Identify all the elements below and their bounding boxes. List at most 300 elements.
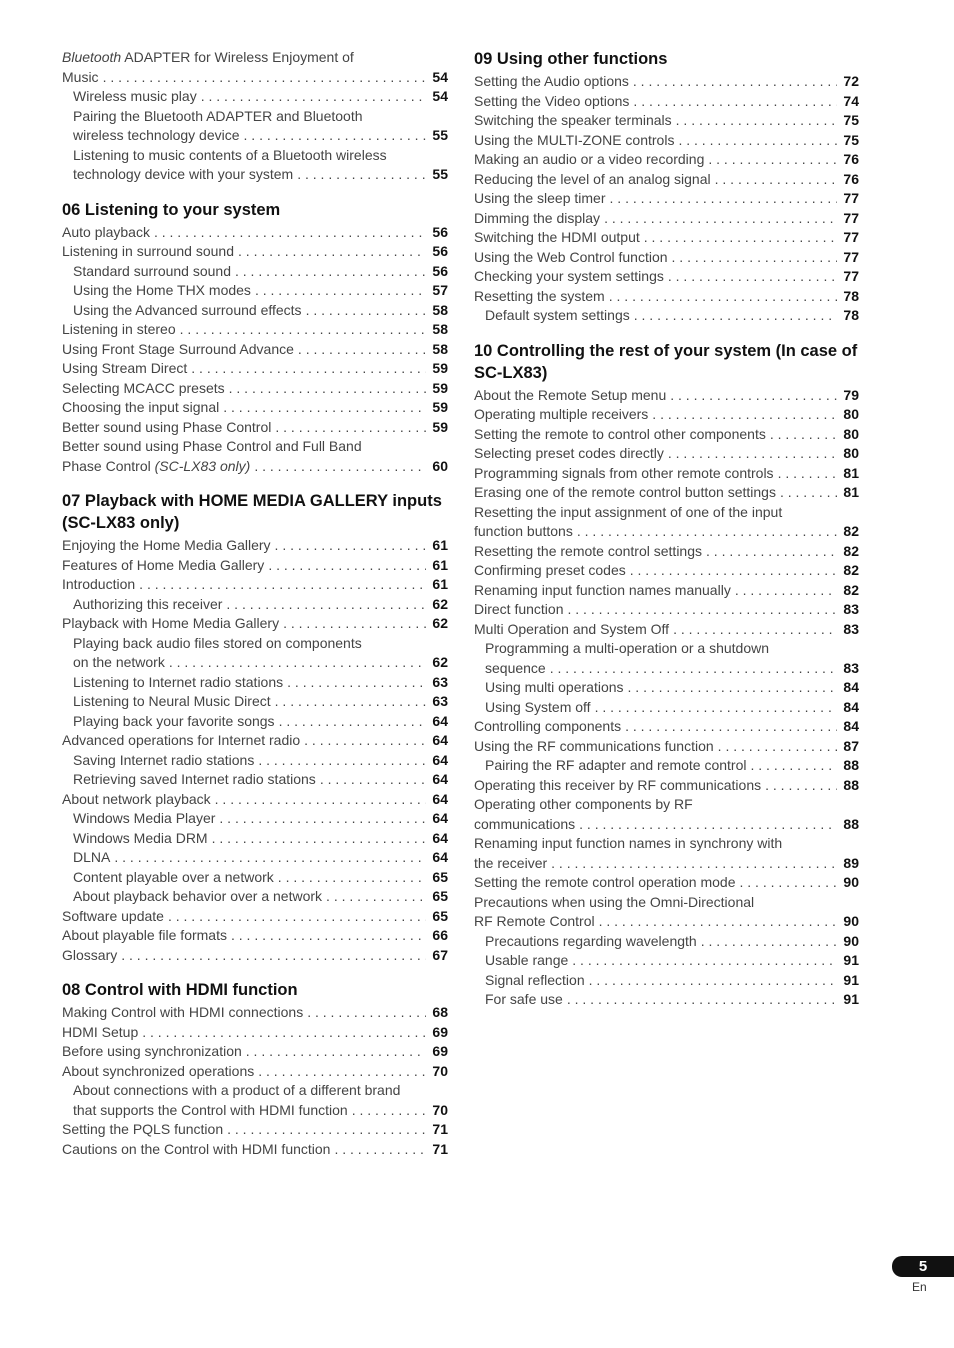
toc-entry[interactable]: [474, 444, 859, 464]
toc-entry-title-text: Confirming preset codes: [474, 562, 626, 578]
toc-entry-line-text: Operating other components by RF: [474, 796, 693, 812]
dot-leader: [212, 829, 426, 849]
toc-entry-title-text: Listening to Neural Music Direct: [73, 693, 271, 709]
toc-entry[interactable]: [474, 425, 859, 445]
toc-entry[interactable]: [62, 634, 448, 673]
page-number: 84: [843, 679, 859, 695]
toc-entry[interactable]: [62, 107, 448, 146]
toc-entry-first-line: [474, 503, 859, 523]
toc-entry-title-text: Using the MULTI-ZONE controls: [474, 131, 675, 148]
toc-entry-row: [73, 751, 448, 771]
toc-entry-title: [474, 581, 731, 601]
dot-leader: [142, 1023, 426, 1043]
toc-entry-row: [73, 281, 448, 301]
toc-entry-title-text: Retrieving saved Internet radio stations: [73, 771, 316, 787]
toc-entry[interactable]: [474, 248, 859, 268]
toc-entry-title-text: Setting the PQLS function: [62, 1121, 224, 1137]
dot-leader: [287, 673, 426, 693]
dot-leader: [180, 320, 426, 340]
dot-leader: [633, 92, 837, 112]
toc-entry-title-text: Precautions regarding wavelength: [485, 932, 697, 949]
toc-entry[interactable]: [474, 131, 859, 151]
dot-leader: [765, 776, 837, 796]
toc-entry[interactable]: [474, 620, 859, 640]
toc-entry[interactable]: [474, 209, 859, 229]
page-number: 82: [843, 542, 859, 559]
toc-entry[interactable]: [62, 1120, 448, 1140]
dot-leader: [715, 170, 837, 190]
toc-entry-title: [62, 320, 176, 340]
page-number: 56: [432, 262, 448, 279]
toc-entry[interactable]: [474, 737, 859, 757]
page-number: 81: [843, 464, 859, 481]
toc-entry-title-text: Making an audio or a video recording: [474, 151, 705, 167]
dot-leader: [326, 887, 426, 907]
toc-entry[interactable]: [62, 48, 448, 87]
page-number: 61: [432, 576, 448, 592]
page-number: 75: [843, 131, 859, 148]
toc-entry[interactable]: [62, 868, 448, 888]
dot-leader: [708, 150, 837, 170]
toc-entry[interactable]: [62, 790, 448, 810]
dot-leader: [589, 971, 837, 991]
dot-leader: [625, 717, 837, 737]
toc-entry-title-text: wireless technology device: [73, 127, 240, 143]
page-number: 71: [432, 1140, 448, 1157]
toc-entry[interactable]: [474, 386, 859, 406]
toc-entry-line-text: Renaming input function names in synchrony with: [474, 835, 783, 851]
toc-entry-title: [485, 756, 746, 776]
dot-leader: [633, 72, 837, 92]
dot-leader: [595, 698, 837, 718]
toc-entry-title: [485, 659, 546, 679]
toc-entry-row: [474, 209, 859, 229]
toc-entry[interactable]: [474, 561, 859, 581]
toc-entry[interactable]: [474, 170, 859, 190]
toc-entry-row: [73, 126, 448, 146]
page-number: 64: [432, 771, 448, 787]
toc-entry-title-text: Windows Media DRM: [73, 829, 208, 846]
toc-entry-title: [474, 209, 600, 229]
dot-leader: [577, 522, 837, 542]
toc-entry[interactable]: [474, 776, 859, 796]
toc-entry-title: [474, 542, 702, 562]
page-number: 88: [843, 776, 859, 793]
toc-entry-line-text: ADAPTER for Wireless Enjoyment of: [121, 49, 354, 65]
toc-entry[interactable]: [62, 575, 448, 595]
page-number: 82: [843, 562, 859, 578]
toc-entry-title: [62, 614, 279, 634]
toc-entry-row: [485, 932, 859, 952]
toc-entry-title: [73, 262, 231, 282]
toc-entry-title-text: Authorizing this receiver: [73, 595, 223, 612]
toc-entry-title: [474, 267, 664, 287]
toc-entry-title: [73, 751, 254, 771]
toc-entry[interactable]: [474, 717, 859, 737]
page-number: 90: [843, 932, 859, 949]
toc-entry-first-line: [62, 48, 448, 68]
page-number: 91: [843, 952, 859, 968]
page-number: 58: [432, 340, 448, 357]
toc-entry-title: [474, 92, 629, 112]
page-number: 78: [843, 307, 859, 323]
dot-leader: [227, 1120, 426, 1140]
toc-entry-title: [73, 653, 165, 673]
page-number: 64: [432, 810, 448, 826]
toc-entry-title-text: Reducing the level of an analog signal: [474, 170, 711, 187]
dot-leader: [191, 359, 426, 379]
toc-entry[interactable]: [62, 829, 448, 849]
toc-entry-title-text: For safe use: [485, 991, 563, 1007]
page-number: 68: [432, 1004, 448, 1020]
toc-entry[interactable]: [474, 228, 859, 248]
toc-entry-title: [474, 444, 664, 464]
page-number: 54: [432, 68, 448, 85]
toc-entry-title: [474, 170, 711, 190]
toc-entry[interactable]: [62, 1081, 448, 1120]
toc-entry[interactable]: [474, 834, 859, 873]
toc-entry[interactable]: [474, 698, 859, 718]
dot-leader: [258, 1062, 426, 1082]
toc-entry[interactable]: [474, 795, 859, 834]
dot-leader: [283, 614, 426, 634]
toc-entry-row: [474, 189, 859, 209]
toc-entry-title-text: technology device with your system: [73, 166, 294, 182]
toc-entry-title-text: Operating multiple receivers: [474, 406, 649, 422]
toc-entry-title-text: Using the Advanced surround effects: [73, 301, 302, 318]
page-number: 65: [432, 868, 448, 885]
toc-entry[interactable]: [474, 893, 859, 932]
page-number: 82: [843, 581, 859, 598]
toc-entry-title: [73, 673, 283, 693]
toc-entry-title-text: Music: [62, 68, 99, 85]
dot-leader: [279, 712, 426, 732]
toc-entry-row: [73, 829, 448, 849]
toc-entry-title: [62, 223, 150, 243]
toc-entry-title-text: Making Control with HDMI connections: [62, 1004, 304, 1020]
toc-section: [62, 979, 448, 1159]
toc-entry-title-text: Checking your system settings: [474, 268, 664, 284]
toc-entry-title: [73, 887, 322, 907]
toc-entry-row: [474, 464, 859, 484]
page-number: 64: [432, 712, 448, 729]
toc-entry[interactable]: [474, 951, 859, 971]
dot-leader: [740, 873, 838, 893]
toc-entry-title: [62, 556, 264, 576]
toc-entry[interactable]: [62, 614, 448, 634]
toc-entry[interactable]: [474, 405, 859, 425]
toc-entry[interactable]: [474, 111, 859, 131]
toc-entry-title: [474, 717, 621, 737]
toc-entry[interactable]: [62, 946, 448, 966]
toc-entry-title-text: About the Remote Setup menu: [474, 386, 667, 403]
toc-entry[interactable]: [62, 926, 448, 946]
toc-entry[interactable]: [62, 1062, 448, 1082]
dot-leader: [672, 248, 837, 268]
toc-entry-row: [73, 673, 448, 693]
toc-entry[interactable]: [474, 756, 859, 776]
toc-entry-row: [474, 425, 859, 445]
toc-entry-row: [62, 946, 448, 966]
toc-entry-title-text: DLNA: [73, 849, 111, 865]
toc-entry[interactable]: [62, 809, 448, 829]
toc-entry-title-text: communications: [474, 815, 576, 832]
page-number: 90: [843, 913, 859, 929]
toc-entry[interactable]: [62, 1023, 448, 1043]
toc-entry[interactable]: [474, 464, 859, 484]
toc-entry-row: [73, 887, 448, 907]
section-heading: 06 Listening to your system: [62, 200, 281, 219]
toc-entry-row: [474, 444, 859, 464]
dot-leader: [735, 581, 837, 601]
toc-entry[interactable]: [62, 595, 448, 615]
toc-entry[interactable]: [62, 556, 448, 576]
toc-entry-title: [474, 405, 648, 425]
toc-section: [474, 340, 859, 1010]
toc-entry-title-text: RF Remote Control: [474, 913, 595, 929]
toc-entry[interactable]: [474, 932, 859, 952]
toc-entry[interactable]: [474, 873, 859, 893]
toc-entry-row: [62, 1042, 448, 1062]
toc-entry[interactable]: [474, 971, 859, 991]
toc-entry[interactable]: [474, 150, 859, 170]
page-number: 64: [432, 849, 448, 865]
toc-entry-title: [62, 907, 164, 927]
toc-entry-title-text: Using Stream Direct: [62, 360, 188, 376]
toc-entry[interactable]: [62, 770, 448, 790]
page-number: 64: [432, 829, 448, 846]
toc-entry-title: [62, 1062, 254, 1082]
toc-section: [474, 48, 859, 326]
page-number: 88: [843, 757, 859, 773]
toc-entry[interactable]: [474, 639, 859, 678]
toc-entry-title: [73, 809, 215, 829]
toc-entry-title-text: Resetting the remote control settings: [474, 542, 703, 559]
toc-entry-row: [474, 581, 859, 601]
toc-entry-row: [73, 770, 448, 790]
toc-entry[interactable]: [62, 848, 448, 868]
toc-entry-title-text: Standard surround sound: [73, 262, 231, 279]
toc-entry-first-line: [474, 834, 859, 854]
toc-entry-first-line: [73, 107, 448, 127]
toc-entry[interactable]: [62, 281, 448, 301]
toc-entry-row: [474, 267, 859, 287]
toc-entry[interactable]: [62, 907, 448, 927]
toc-entry[interactable]: [62, 536, 448, 556]
toc-entry[interactable]: [474, 267, 859, 287]
toc-entry-title: [474, 386, 666, 406]
section-heading: 09 Using other functions: [474, 50, 668, 68]
toc-entry[interactable]: [62, 712, 448, 732]
toc-entry[interactable]: [62, 320, 448, 340]
toc-entry-line-text: Better sound using Phase Control and Full Band: [62, 438, 362, 454]
toc-entry-row: [62, 398, 448, 418]
toc-entry[interactable]: [62, 301, 448, 321]
dot-leader: [306, 301, 426, 321]
toc-entry[interactable]: [62, 1042, 448, 1062]
toc-entry-title: [73, 848, 110, 868]
toc-entry-title: [474, 912, 595, 932]
toc-entry-row: [474, 873, 859, 893]
toc-entry-title: [474, 561, 626, 581]
toc-entry-title-text: HDMI Setup: [62, 1023, 139, 1040]
toc-entry-title: [62, 1003, 303, 1023]
toc-entry[interactable]: [62, 1140, 448, 1160]
toc-entry[interactable]: [62, 242, 448, 262]
toc-entry[interactable]: [474, 306, 859, 326]
toc-entry-title: [485, 990, 563, 1010]
toc-entry-title: [474, 228, 640, 248]
toc-entry-row: [62, 1003, 448, 1023]
toc-entry-row: [474, 542, 859, 562]
page-number: 59: [432, 379, 448, 396]
toc-entry-row: [474, 815, 859, 835]
toc-entry-title-text: the receiver: [474, 854, 548, 871]
toc-entry-title-text: that supports the Control with HDMI function: [73, 1101, 348, 1118]
dot-leader: [676, 111, 837, 131]
toc-entry-title: [62, 359, 187, 379]
toc-entry-row: [474, 600, 859, 620]
toc-entry[interactable]: [62, 887, 448, 907]
toc-entry-row: [73, 1101, 448, 1121]
toc-entry[interactable]: [474, 287, 859, 307]
dot-leader: [678, 131, 837, 151]
toc-entry[interactable]: [62, 262, 448, 282]
toc-entry[interactable]: [62, 692, 448, 712]
dot-leader: [630, 561, 837, 581]
toc-entry-row: [62, 907, 448, 927]
toc-entry-title: [474, 522, 573, 542]
toc-entry-title: [73, 692, 271, 712]
toc-entry-row: [73, 87, 448, 107]
toc-entry[interactable]: [62, 751, 448, 771]
toc-entry[interactable]: [62, 359, 448, 379]
toc-entry-row: [73, 809, 448, 829]
page-number: 67: [432, 946, 448, 963]
toc-entry-title-text: Playback with Home Media Gallery: [62, 615, 280, 631]
toc-entry-title: [62, 1023, 138, 1043]
toc-entry-row: [73, 712, 448, 732]
toc-entry-title-text: Saving Internet radio stations: [73, 751, 255, 768]
dot-leader: [320, 770, 426, 790]
page-number: 58: [432, 301, 448, 318]
toc-entry-row: [485, 678, 859, 698]
toc-entry-title-text: Using the Home THX modes: [73, 282, 251, 298]
dot-leader: [701, 932, 837, 952]
dot-leader: [579, 815, 837, 835]
dot-leader: [644, 228, 837, 248]
dot-leader: [668, 444, 837, 464]
toc-entry-row: [62, 1140, 448, 1160]
toc-entry[interactable]: [62, 1003, 448, 1023]
toc-entry-title: [62, 1120, 223, 1140]
toc-entry-row: [474, 620, 859, 640]
toc-entry[interactable]: [474, 581, 859, 601]
dot-leader: [551, 854, 837, 874]
dot-leader: [572, 951, 837, 971]
page-number-tab: 5: [892, 1256, 954, 1277]
toc-entry[interactable]: [474, 503, 859, 542]
page-number: 64: [432, 732, 448, 748]
toc-entry-title-text: Resetting the system: [474, 287, 605, 304]
toc-entry[interactable]: [474, 189, 859, 209]
toc-entry-row: [62, 379, 448, 399]
toc-entry-row: [474, 287, 859, 307]
page-number: 77: [843, 229, 859, 245]
page-number: 81: [843, 484, 859, 500]
toc-entry-title-text: Controlling components: [474, 718, 622, 734]
toc-entry[interactable]: [474, 483, 859, 503]
toc-entry[interactable]: [62, 398, 448, 418]
toc-entry-title-text: Direct function: [474, 601, 564, 617]
page-number: 91: [843, 991, 859, 1007]
toc-entry[interactable]: [474, 678, 859, 698]
toc-entry[interactable]: [474, 92, 859, 112]
toc-entry-title-text: Software update: [62, 907, 164, 924]
toc-entry[interactable]: [62, 731, 448, 751]
toc-entry-title: [62, 68, 99, 88]
toc-entry-line-text: Listening to music contents of a Bluetooth wireless: [73, 146, 387, 163]
dot-leader: [670, 386, 837, 406]
toc-entry-title: [474, 873, 736, 893]
toc-entry[interactable]: [62, 146, 448, 185]
dot-leader: [706, 542, 837, 562]
toc-entry[interactable]: [62, 223, 448, 243]
toc-entry[interactable]: [474, 542, 859, 562]
toc-entry[interactable]: [62, 87, 448, 107]
toc-entry[interactable]: [474, 600, 859, 620]
toc-entry-title-text: Switching the speaker terminals: [474, 112, 672, 128]
page-number: 61: [432, 556, 448, 573]
dot-leader: [275, 536, 426, 556]
page-number: 56: [432, 223, 448, 240]
toc-entry-title-text: Before using synchronization: [62, 1043, 242, 1059]
page-number: 77: [843, 268, 859, 284]
toc-entry-row: [62, 457, 448, 477]
toc-entry-title: [73, 165, 293, 185]
toc-entry-row: [474, 248, 859, 268]
page-number: 71: [432, 1121, 448, 1137]
toc-entry-title: [62, 926, 227, 946]
toc-entry-title-text: Pairing the RF adapter and remote control: [485, 757, 747, 773]
toc-entry[interactable]: [62, 437, 448, 476]
page-number: 63: [432, 673, 448, 690]
toc-entry-title: [474, 737, 714, 757]
toc-entry[interactable]: [474, 72, 859, 92]
dot-leader: [238, 242, 426, 262]
page-number: 78: [843, 287, 859, 304]
toc-entry[interactable]: [62, 340, 448, 360]
toc-entry[interactable]: [62, 379, 448, 399]
page-number: 80: [843, 406, 859, 422]
toc-entry[interactable]: [62, 418, 448, 438]
toc-entry-row: [474, 111, 859, 131]
toc-entry-title: [474, 464, 774, 484]
dot-leader: [297, 165, 426, 185]
page-number: 83: [843, 659, 859, 676]
toc-entry-title-text: Windows Media Player: [73, 810, 216, 826]
toc-entry-title-text: Using Front Stage Surround Advance: [62, 340, 294, 357]
toc-entry-row: [474, 737, 859, 757]
toc-entry-title: [62, 946, 117, 966]
toc-entry-title: [73, 868, 274, 888]
toc-entry-row: [62, 614, 448, 634]
toc-entry-title-text: Using the sleep timer: [474, 190, 606, 206]
toc-entry[interactable]: [62, 673, 448, 693]
toc-entry-title-text: Signal reflection: [485, 971, 585, 988]
toc-entry[interactable]: [474, 990, 859, 1010]
page-number: 62: [432, 595, 448, 612]
